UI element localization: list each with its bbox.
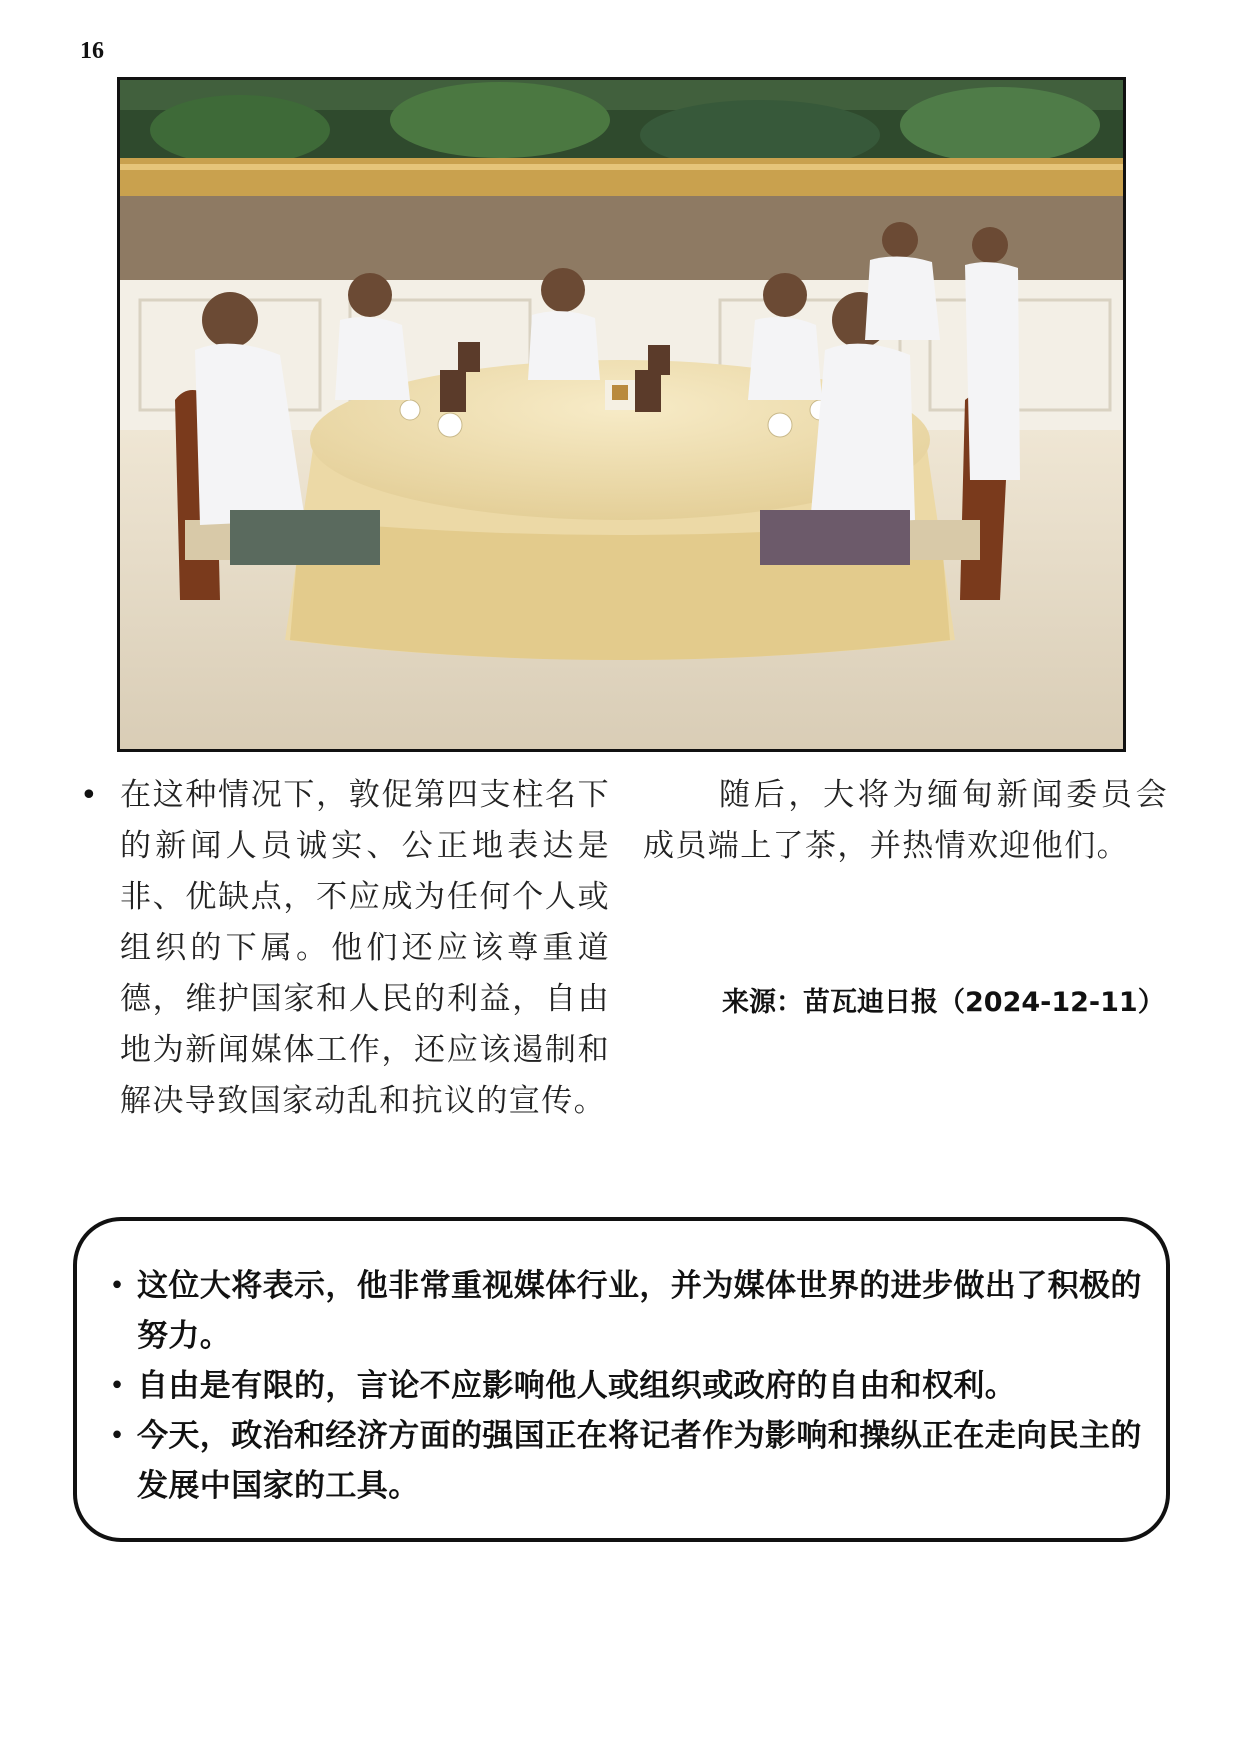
left-bullet: [80, 770, 610, 1127]
news-photo: [117, 77, 1126, 752]
photo-icon: [120, 80, 1123, 749]
bullet-icon: •: [109, 1421, 125, 1451]
bullet-icon: •: [109, 1371, 125, 1401]
left-column: [80, 770, 610, 1127]
summary-item: [97, 1411, 1146, 1511]
right-paragraph: 随后，大将为缅甸新闻委员会成员端上了茶，并热情欢迎他们。: [643, 777, 1168, 864]
summary-text: 这位大将表示，他非常重视媒体行业，并为媒体世界的进步做出了积极的努力。: [137, 1268, 1142, 1354]
source-citation: 来源：苗瓦迪日报（2024-12-11）: [722, 987, 1165, 1018]
bullet-icon: •: [80, 778, 98, 813]
summary-text: 自由是有限的，言论不应影响他人或组织或政府的自由和权利。: [137, 1368, 1017, 1404]
summary-item: [97, 1361, 1146, 1411]
summary-text: 今天，政治和经济方面的强国正在将记者作为影响和操纵正在走向民主的发展中国家的工具。: [137, 1418, 1142, 1504]
right-column: [643, 770, 1168, 872]
summary-item: [97, 1261, 1146, 1361]
left-paragraph: 在这种情况下，敦促第四支柱名下的新闻人员诚实、公正地表达是非、优缺点，不应成为任何个人或组织的下属。他们还应该尊重道德，维护国家和人民的利益，自由地为新闻媒体工作，还应该遏制和解决导致国家动乱和抗议的宣传。: [120, 777, 610, 1119]
bullet-icon: •: [109, 1271, 125, 1301]
page-number: 16: [80, 38, 104, 64]
summary-box: [73, 1217, 1170, 1542]
